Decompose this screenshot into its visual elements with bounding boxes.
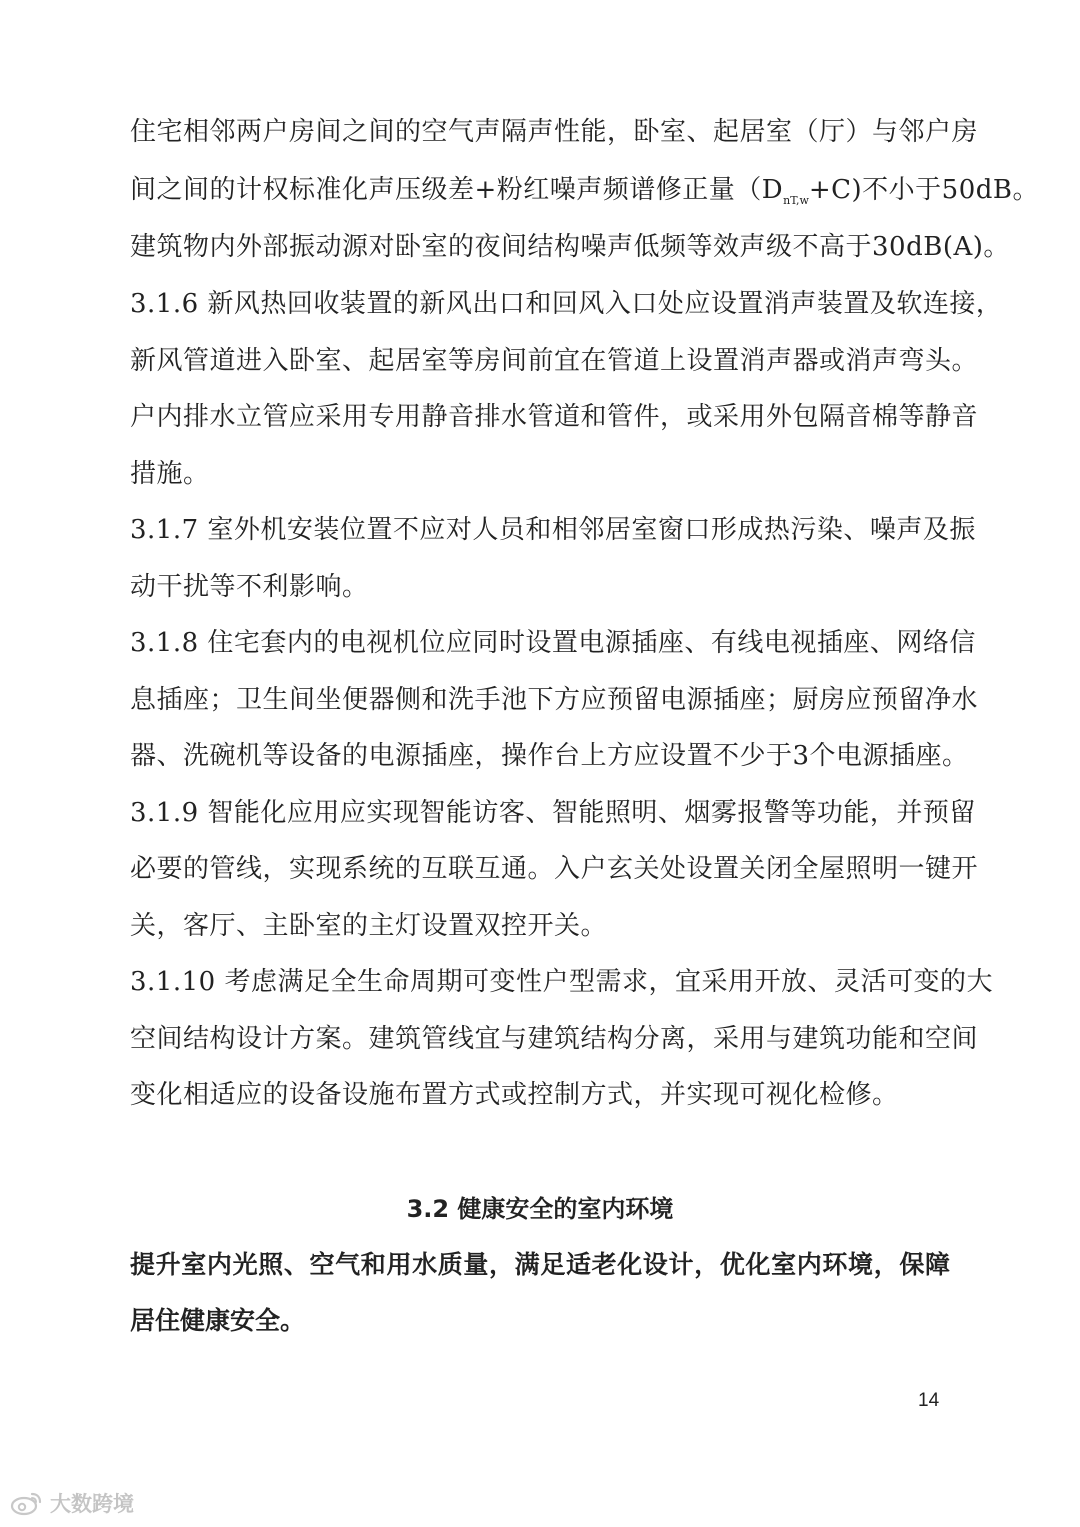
clause-line: 3.1.7 室外机安装位置不应对人员和相邻居室窗口形成热污染、噪声及振: [130, 515, 976, 545]
watermark: [10, 1488, 134, 1518]
clause-line: 3.1.8 住宅套内的电视机位应同时设置电源插座、有线电视插座、网络信: [130, 628, 976, 658]
paragraph-line: 动干扰等不利影响。: [130, 572, 369, 602]
paragraph-line: 息插座；卫生间坐便器侧和洗手池下方应预留电源插座；厨房应预留净水: [130, 685, 979, 715]
paragraph-line: 措施。: [130, 459, 210, 489]
paragraph-line: 住宅相邻两户房间之间的空气声隔声性能，卧室、起居室（厅）与邻户房: [130, 117, 979, 147]
paragraph-line: 关，客厅、主卧室的主灯设置双控开关。: [130, 911, 608, 941]
page-number: 14: [918, 1390, 940, 1411]
clause-line: 3.1.10 考虑满足全生命周期可变性户型需求，宜采用开放、灵活可变的大: [130, 967, 993, 997]
clause-line: 3.1.9 智能化应用应实现智能访客、智能照明、烟雾报警等功能，并预留: [130, 798, 976, 828]
formula-text: 间之间的计权标准化声压级差+粉红噪声频谱修正量（D: [130, 175, 784, 205]
paragraph-line: 建筑物内外部振动源对卧室的夜间结构噪声低频等效声级不高于30dB(A)。: [130, 232, 1010, 262]
paragraph-line: 必要的管线，实现系统的互联互通。入户玄关处设置关闭全屋照明一键开: [130, 854, 979, 884]
section-intro-line: 提升室内光照、空气和用水质量，满足适老化设计，优化室内环境，保障: [130, 1250, 950, 1279]
watermark-text: 大数跨境: [50, 1492, 134, 1516]
weibo-logo-icon: [10, 1490, 44, 1516]
section-intro-line: 居住健康安全。: [130, 1306, 306, 1335]
formula-subscript: nT,w: [783, 194, 809, 207]
paragraph-line: 户内排水立管应采用专用静音排水管道和管件，或采用外包隔音棉等静音: [130, 402, 979, 432]
paragraph-line-formula: [130, 174, 1040, 217]
paragraph-line: 变化相适应的设备设施布置方式或控制方式，并实现可视化检修。: [130, 1080, 899, 1110]
paragraph-line: 新风管道进入卧室、起居室等房间前宜在管道上设置消声器或消声弯头。: [130, 346, 979, 376]
paragraph-line: 空间结构设计方案。建筑管线宜与建筑结构分离，采用与建筑功能和空间: [130, 1024, 979, 1054]
formula-text-tail: +C)不小于50dB。: [808, 175, 1040, 205]
section-heading: 3.2 健康安全的室内环境: [406, 1195, 674, 1223]
paragraph-line: 器、洗碗机等设备的电源插座，操作台上方应设置不少于3个电源插座。: [130, 741, 969, 771]
clause-line: 3.1.6 新风热回收装置的新风出口和回风入口处应设置消声装置及软连接，: [130, 289, 1003, 319]
